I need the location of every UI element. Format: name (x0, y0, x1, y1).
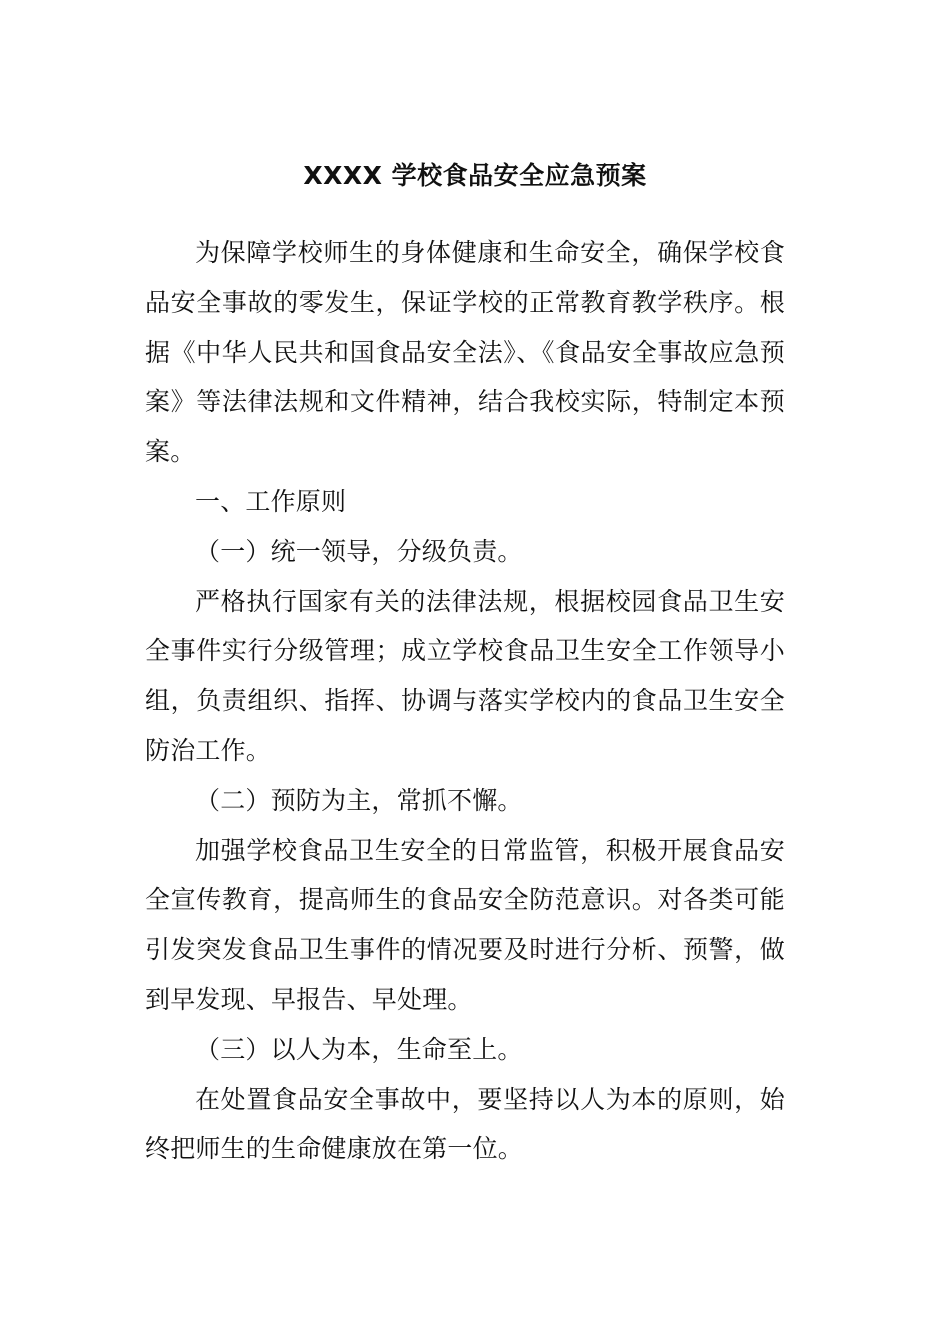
paragraph-3: 在处置食品安全事故中，要坚持以人为本的原则，始终把师生的生命健康放在第一位。 (145, 1084, 785, 1164)
section-heading-principles: 一、工作原则 (195, 486, 347, 516)
document-body (145, 228, 785, 1174)
intro-paragraph: 为保障学校师生的身体健康和生命安全，确保学校食品安全事故的零发生，保证学校的正常教育教学秩序。根据《中华人民共和国食品安全法》、《食品安全事故应急预案》等法律法规和文件精神，结合我校实际，特制定本预案。 (145, 238, 785, 467)
subheading-2: （二）预防为主，常抓不懈。 (195, 785, 523, 815)
subheading-3: （三）以人为本，生命至上。 (195, 1034, 523, 1064)
paragraph-1: 严格执行国家有关的法律法规，根据校园食品卫生安全事件实行分级管理；成立学校食品卫生安全工作领导小组，负责组织、指挥、协调与落实学校内的食品卫生安全防治工作。 (145, 586, 785, 765)
paragraph-2: 加强学校食品卫生安全的日常监管，积极开展食品安全宣传教育，提高师生的食品安全防范意识。对各类可能引发突发食品卫生事件的情况要及时进行分析、预警，做到早发现、早报告、早处理。 (145, 835, 785, 1014)
document-title: XXXX 学校食品安全应急预案 (303, 161, 647, 190)
subheading-1: （一）统一领导，分级负责。 (195, 536, 523, 566)
